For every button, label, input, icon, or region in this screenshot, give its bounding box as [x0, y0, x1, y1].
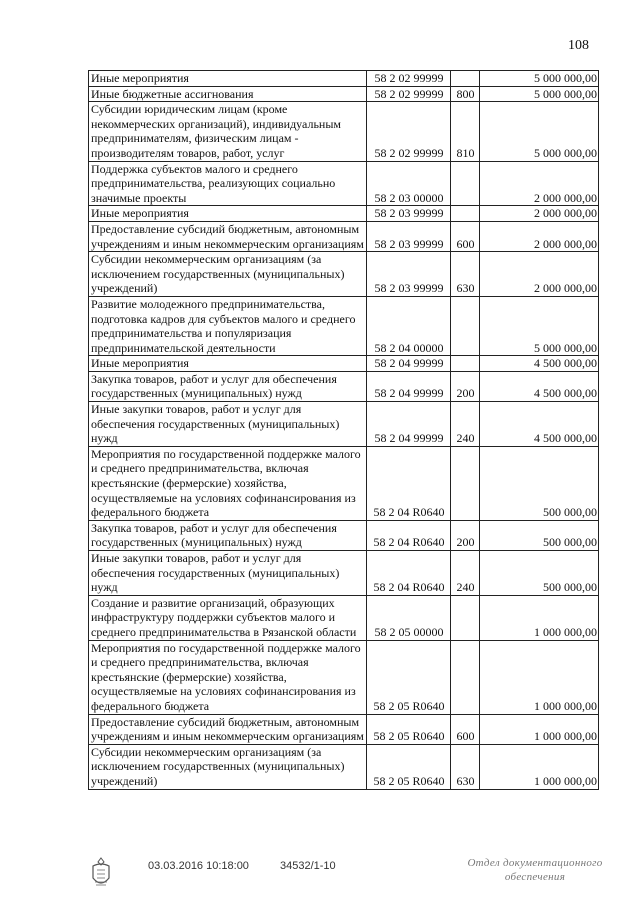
expense-type-cell: 800 — [451, 86, 480, 102]
table-row — [89, 714, 599, 744]
amount-cell: 5 000 000,00 — [480, 102, 599, 161]
expense-type-cell — [451, 206, 480, 222]
amount-cell: 1 000 000,00 — [480, 640, 599, 714]
amount-cell: 2 000 000,00 — [480, 252, 599, 297]
name-cell: Предоставление субсидий бюджетным, автономным учреждениям и иным некоммерческим организациям — [89, 714, 367, 744]
code-cell: 58 2 03 99999 — [367, 252, 451, 297]
table-row — [89, 551, 599, 596]
department-line-2: обеспечения — [504, 871, 566, 883]
expense-type-cell: 200 — [451, 371, 480, 401]
amount-cell: 500 000,00 — [480, 446, 599, 520]
department-stamp — [440, 856, 630, 884]
name-cell: Субсидии юридическим лицам (кроме некоммерческих организаций), индивидуальным предпринимателям, физическим лицам - производителям товаров, работ, услуг — [89, 102, 367, 161]
code-cell: 58 2 05 R0640 — [367, 744, 451, 789]
table-row — [89, 595, 599, 640]
table-row — [89, 86, 599, 102]
code-cell: 58 2 05 00000 — [367, 595, 451, 640]
expense-type-cell: 600 — [451, 221, 480, 251]
table-row — [89, 356, 599, 372]
table-row — [89, 446, 599, 520]
code-cell: 58 2 02 99999 — [367, 71, 451, 87]
name-cell: Иные мероприятия — [89, 71, 367, 87]
table-row — [89, 221, 599, 251]
amount-cell: 4 500 000,00 — [480, 402, 599, 447]
expense-type-cell — [451, 161, 480, 206]
name-cell: Иные мероприятия — [89, 356, 367, 372]
amount-cell: 4 500 000,00 — [480, 371, 599, 401]
table-row — [89, 102, 599, 161]
name-cell: Предоставление субсидий бюджетным, автономным учреждениям и иным некоммерческим организациям — [89, 221, 367, 251]
emblem-icon — [88, 856, 114, 890]
code-cell: 58 2 02 99999 — [367, 102, 451, 161]
code-cell: 58 2 04 R0640 — [367, 551, 451, 596]
name-cell: Создание и развитие организаций, образующих инфраструктуру поддержки субъектов малого и среднего предпринимательства в Рязанской области — [89, 595, 367, 640]
name-cell: Субсидии некоммерческим организациям (за исключением государственных (муниципальных) учреждений) — [89, 744, 367, 789]
table-row — [89, 71, 599, 87]
code-cell: 58 2 03 00000 — [367, 161, 451, 206]
budget-table — [88, 70, 599, 790]
stamp-doc-number: 34532/1-10 — [280, 860, 336, 872]
code-cell: 58 2 03 99999 — [367, 221, 451, 251]
amount-cell: 5 000 000,00 — [480, 296, 599, 355]
table-row — [89, 744, 599, 789]
table-row — [89, 161, 599, 206]
amount-cell: 1 000 000,00 — [480, 595, 599, 640]
amount-cell: 4 500 000,00 — [480, 356, 599, 372]
expense-type-cell — [451, 356, 480, 372]
expense-type-cell: 630 — [451, 252, 480, 297]
expense-type-cell — [451, 640, 480, 714]
code-cell: 58 2 04 R0640 — [367, 520, 451, 550]
code-cell: 58 2 02 99999 — [367, 86, 451, 102]
expense-type-cell: 240 — [451, 402, 480, 447]
name-cell: Закупка товаров, работ и услуг для обеспечения государственных (муниципальных) нужд — [89, 520, 367, 550]
code-cell: 58 2 04 99999 — [367, 356, 451, 372]
name-cell: Развитие молодежного предпринимательства, подготовка кадров для субъектов малого и среднего предпринимательства и популяризация предпринимательской деятельности — [89, 296, 367, 355]
expense-type-cell: 810 — [451, 102, 480, 161]
name-cell: Иные закупки товаров, работ и услуг для обеспечения государственных (муниципальных) нужд — [89, 551, 367, 596]
budget-table-body — [89, 71, 599, 790]
amount-cell: 5 000 000,00 — [480, 86, 599, 102]
footer — [0, 852, 640, 902]
amount-cell: 2 000 000,00 — [480, 206, 599, 222]
expense-type-cell: 630 — [451, 744, 480, 789]
code-cell: 58 2 05 R0640 — [367, 714, 451, 744]
amount-cell: 2 000 000,00 — [480, 221, 599, 251]
code-cell: 58 2 04 R0640 — [367, 446, 451, 520]
amount-cell: 1 000 000,00 — [480, 714, 599, 744]
code-cell: 58 2 04 99999 — [367, 402, 451, 447]
code-cell: 58 2 04 00000 — [367, 296, 451, 355]
page-number: 108 — [568, 38, 589, 53]
expense-type-cell: 200 — [451, 520, 480, 550]
code-cell: 58 2 03 99999 — [367, 206, 451, 222]
name-cell: Поддержка субъектов малого и среднего предпринимательства, реализующих социально значимые проекты — [89, 161, 367, 206]
table-row — [89, 371, 599, 401]
name-cell: Иные бюджетные ассигнования — [89, 86, 367, 102]
name-cell: Закупка товаров, работ и услуг для обеспечения государственных (муниципальных) нужд — [89, 371, 367, 401]
table-row — [89, 520, 599, 550]
amount-cell: 500 000,00 — [480, 520, 599, 550]
table-row — [89, 296, 599, 355]
code-cell: 58 2 04 99999 — [367, 371, 451, 401]
amount-cell: 500 000,00 — [480, 551, 599, 596]
stamp-date: 03.03.2016 10:18:00 — [148, 860, 249, 872]
expense-type-cell: 600 — [451, 714, 480, 744]
name-cell: Мероприятия по государственной поддержке малого и среднего предпринимательства, включая крестьянские (фермерские) хозяйства, осуществляемые на условиях софинансирования из федерального бюджета — [89, 640, 367, 714]
name-cell: Иные закупки товаров, работ и услуг для обеспечения государственных (муниципальных) нужд — [89, 402, 367, 447]
amount-cell: 5 000 000,00 — [480, 71, 599, 87]
table-row — [89, 640, 599, 714]
expense-type-cell: 240 — [451, 551, 480, 596]
department-line-1: Отдел документационного — [467, 857, 603, 869]
name-cell: Мероприятия по государственной поддержке малого и среднего предпринимательства, включая крестьянские (фермерские) хозяйства, осуществляемые на условиях софинансирования из федерального бюджета — [89, 446, 367, 520]
expense-type-cell — [451, 296, 480, 355]
name-cell: Субсидии некоммерческим организациям (за исключением государственных (муниципальных) учреждений) — [89, 252, 367, 297]
code-cell: 58 2 05 R0640 — [367, 640, 451, 714]
amount-cell: 1 000 000,00 — [480, 744, 599, 789]
expense-type-cell — [451, 71, 480, 87]
expense-type-cell — [451, 595, 480, 640]
table-row — [89, 252, 599, 297]
name-cell: Иные мероприятия — [89, 206, 367, 222]
table-row — [89, 206, 599, 222]
expense-type-cell — [451, 446, 480, 520]
amount-cell: 2 000 000,00 — [480, 161, 599, 206]
table-row — [89, 402, 599, 447]
